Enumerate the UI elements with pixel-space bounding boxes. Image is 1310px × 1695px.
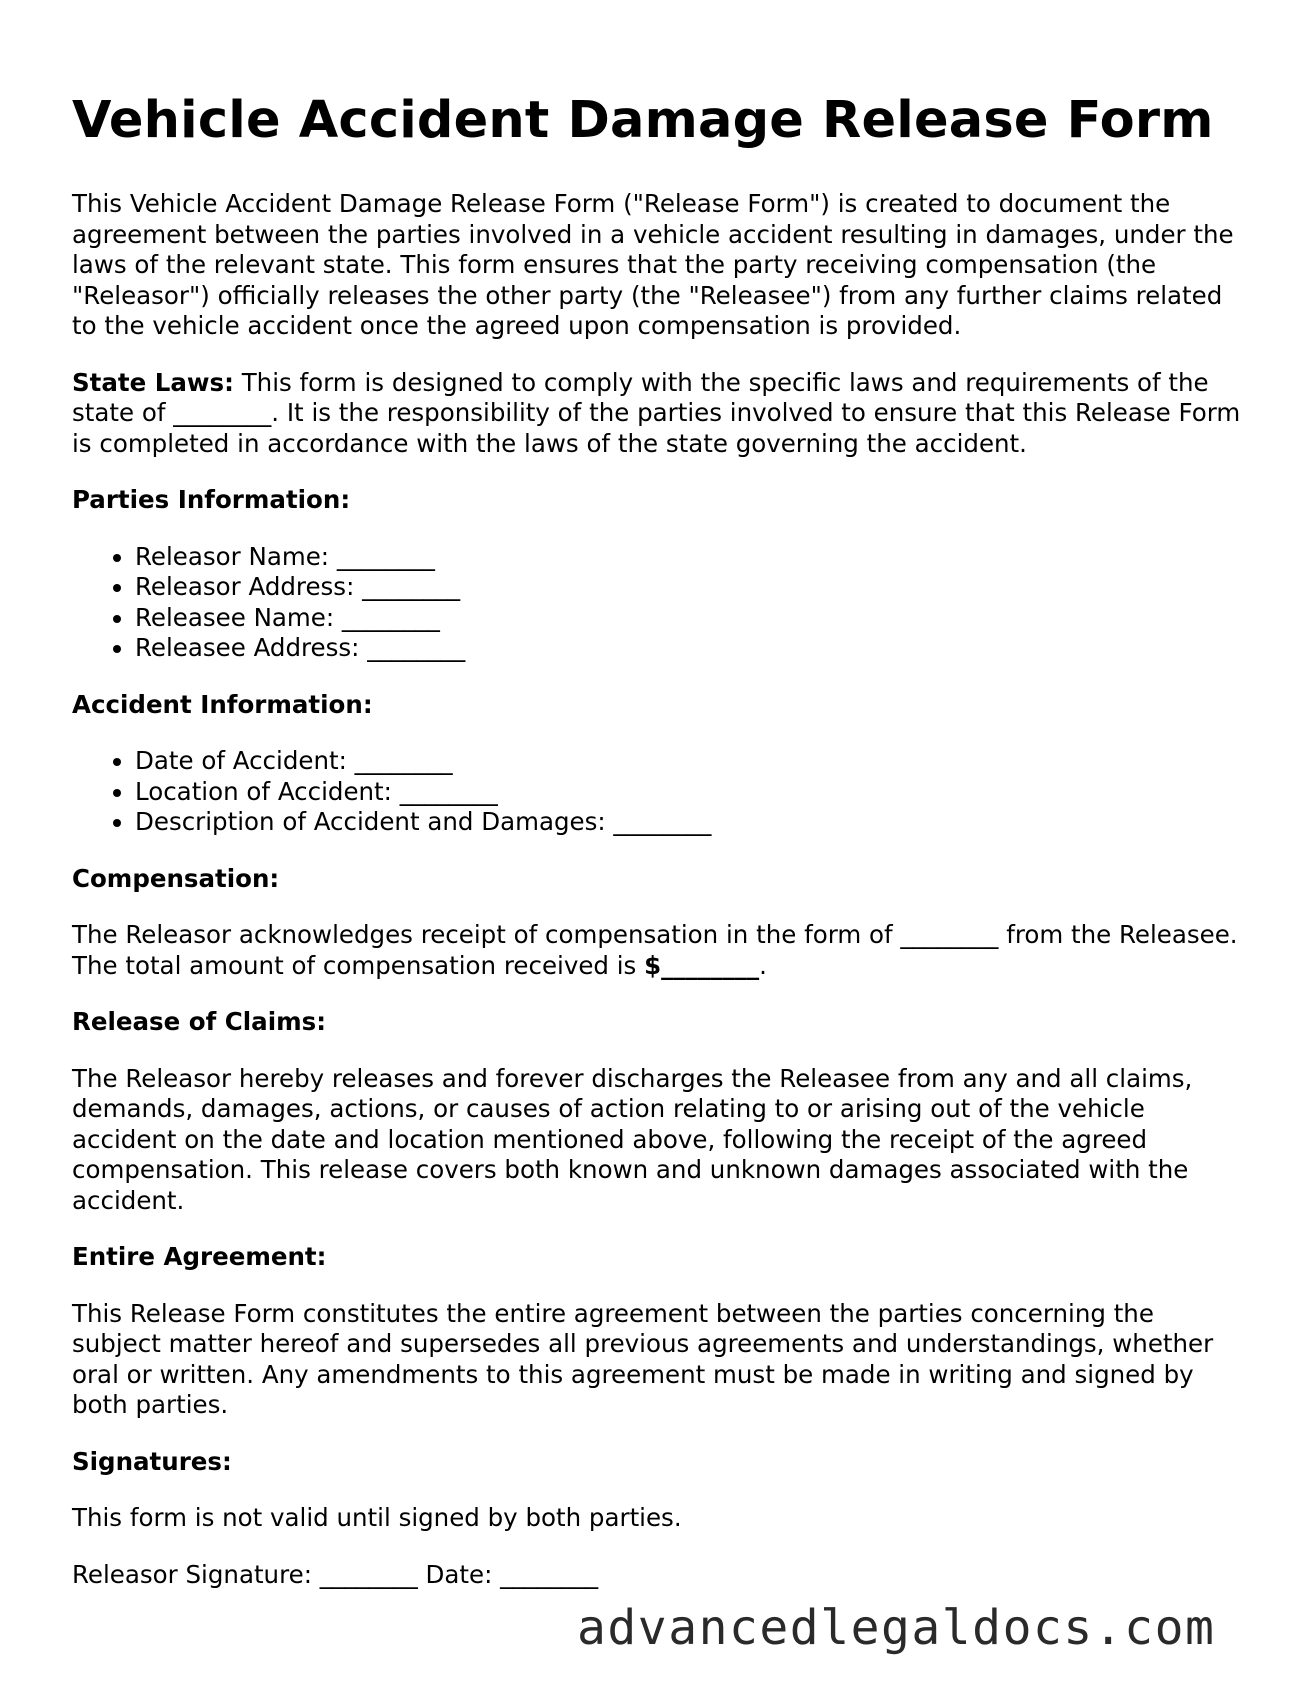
list-item: • Description of Accident and Damages: ________ xyxy=(135,807,1242,838)
release-heading: Release of Claims: xyxy=(72,1007,326,1037)
state-laws-label: State Laws: xyxy=(72,367,234,397)
parties-list xyxy=(72,542,1242,664)
list-item: • Releasor Name: ________ xyxy=(135,542,1242,573)
entire-agreement-paragraph: This Release Form constitutes the entire agreement between the parties concerning the subject matter hereof and supersedes all previous agreements and understandings, whether oral or written. Any amendments to this agreement must be made in writing and signed by both parties. xyxy=(72,1298,1214,1420)
signatures-heading: Signatures: xyxy=(72,1446,232,1476)
signatures-paragraph: This form is not valid until signed by both parties. xyxy=(72,1503,682,1533)
list-item: • Releasee Address: ________ xyxy=(135,633,1242,664)
parties-heading: Parties Information: xyxy=(72,485,351,515)
releasor-signature-line: Releasor Signature: ________ Date: ________ xyxy=(72,1559,599,1589)
watermark: advancedlegaldocs.com xyxy=(577,1600,1216,1656)
compensation-amount: $________ xyxy=(644,950,760,980)
compensation-text-end: . xyxy=(759,950,767,980)
state-laws-text: This form is designed to comply with the specific laws and requirements of the state of ________. It is the responsibility of the parties involved to ensure that this Release Form is completed in accordance with the laws of the state governing the accident. xyxy=(72,367,1241,458)
list-item: • Releasor Address: ________ xyxy=(135,572,1242,603)
list-item: • Location of Accident: ________ xyxy=(135,777,1242,808)
document-page xyxy=(72,0,1242,1590)
intro-paragraph: This Vehicle Accident Damage Release Form ("Release Form") is created to document the agreement between the parties involved in a vehicle accident resulting in damages, under the laws of the relevant state. This form ensures that the party receiving compensation (the "Releasor") officially releases the other party (the "Releasee") from any further claims related to the vehicle accident once the agreed upon compensation is provided. xyxy=(72,189,1234,341)
state-laws-paragraph xyxy=(72,368,1242,460)
accident-list xyxy=(72,746,1242,838)
accident-heading: Accident Information: xyxy=(72,689,373,719)
list-item: • Date of Accident: ________ xyxy=(135,746,1242,777)
list-item: • Releasee Name: ________ xyxy=(135,603,1242,634)
entire-agreement-heading: Entire Agreement: xyxy=(72,1242,327,1272)
compensation-paragraph xyxy=(72,920,1242,981)
compensation-text: The Releasor acknowledges receipt of compensation in the form of ________ from the Releasee. The total amount of compensation received is xyxy=(72,920,1238,980)
compensation-heading: Compensation: xyxy=(72,863,280,893)
document-title: Vehicle Accident Damage Release Form xyxy=(72,91,1214,150)
release-paragraph: The Releasor hereby releases and forever discharges the Releasee from any and all claims, demands, damages, actions, or causes of action relating to or arising out of the vehicle accident on the date and location mentioned above, following the receipt of the agreed compensation. This release covers both known and unknown damages associated with the accident. xyxy=(72,1063,1193,1215)
